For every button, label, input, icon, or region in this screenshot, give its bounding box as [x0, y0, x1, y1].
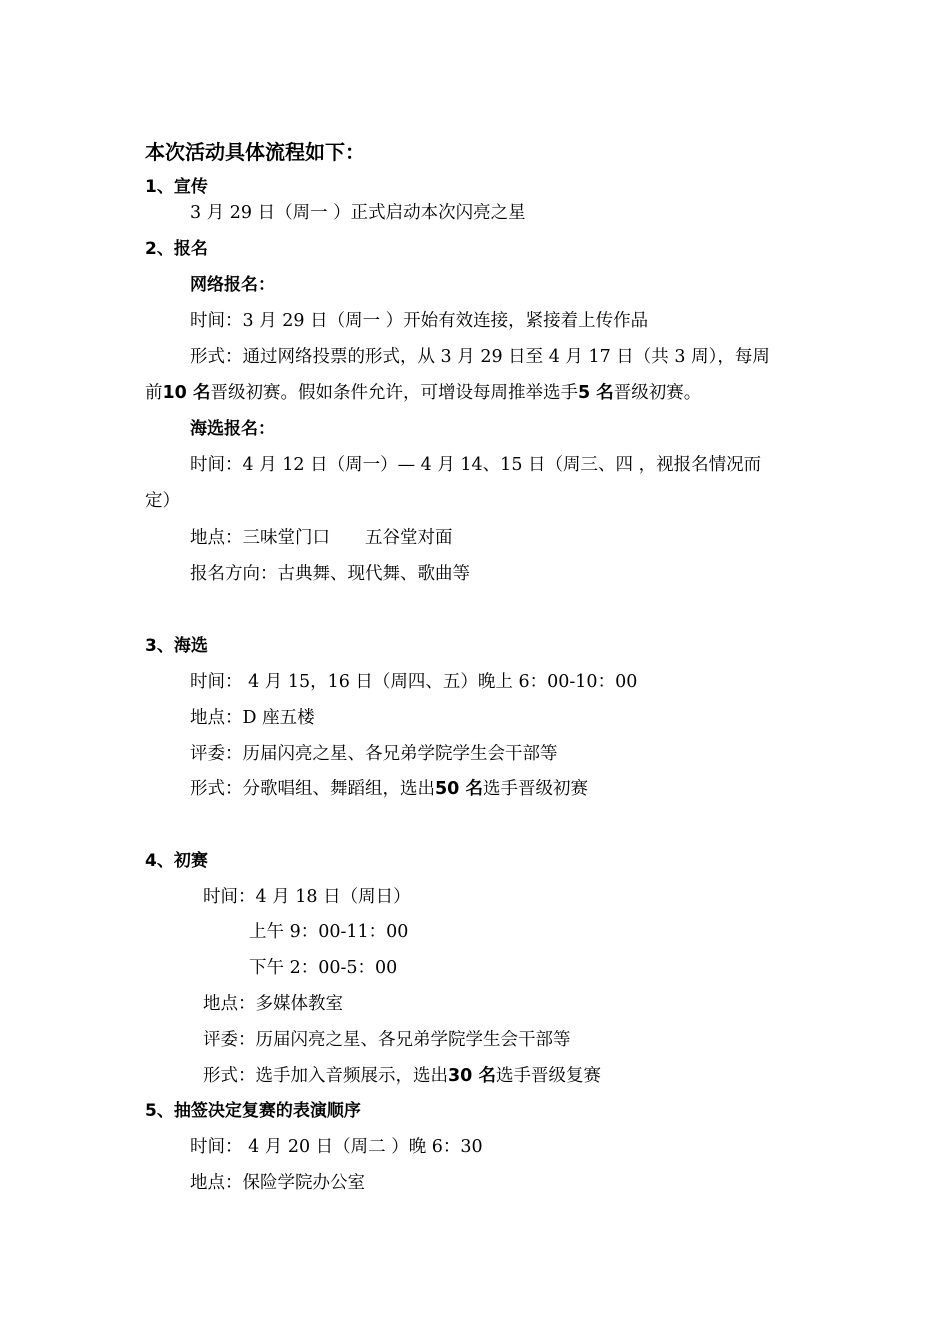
online-registration-heading: 网络报名： — [190, 275, 275, 295]
section-3-form — [190, 777, 588, 801]
section-2-heading: 2、报名 — [145, 239, 208, 259]
online-registration-form-line1: 形式：通过网络投票的形式，从 3 月 29 日至 4 月 17 日（共 3 周），每周 — [190, 347, 770, 367]
text-fragment: 晋级初赛。 — [613, 383, 702, 403]
audition-registration-place: 地点：三味堂门口 五谷堂对面 — [190, 528, 453, 548]
section-4-morning: 上午 9：00-11：00 — [249, 922, 409, 942]
highlight-number: 30 名 — [448, 1066, 496, 1086]
page-title: 本次活动具体流程如下： — [145, 140, 365, 164]
text-fragment: 晋级初赛。假如条件允许，可增设每周推举选手 — [210, 383, 578, 403]
section-4-time: 时间：4 月 18 日（周日） — [203, 887, 411, 907]
section-4-heading: 4、初赛 — [145, 851, 208, 871]
section-1-text: 3 月 29 日（周一 ）正式启动本次闪亮之星 — [190, 203, 526, 223]
section-1-heading: 1、宣传 — [145, 177, 208, 197]
section-4-judges: 评委：历届闪亮之星、各兄弟学院学生会干部等 — [203, 1030, 571, 1050]
audition-registration-time-line1: 时间：4 月 12 日（周一）— 4 月 14、15 日（周三、四 ，视报名情况而 — [190, 455, 762, 475]
section-3-time: 时间： 4 月 15，16 日（周四、五）晚上 6：00-10：00 — [190, 672, 638, 692]
section-5-place: 地点：保险学院办公室 — [190, 1173, 365, 1193]
audition-registration-direction: 报名方向：古典舞、现代舞、歌曲等 — [190, 564, 470, 584]
text-fragment: 选手晋级复赛 — [495, 1066, 601, 1086]
text-fragment: 前 — [145, 383, 163, 403]
text-fragment: 形式：选手加入音频展示，选出 — [203, 1066, 448, 1086]
audition-registration-heading: 海选报名： — [190, 419, 275, 439]
audition-registration-time-line2: 定） — [145, 491, 180, 511]
section-4-form — [203, 1064, 601, 1088]
highlight-number: 10 名 — [162, 383, 211, 403]
online-registration-form-line2 — [145, 381, 701, 405]
section-3-place: 地点：D 座五楼 — [190, 708, 315, 728]
text-fragment: 选手晋级初赛 — [482, 779, 588, 799]
section-5-heading: 5、抽签决定复赛的表演顺序 — [145, 1101, 361, 1121]
section-5-time: 时间： 4 月 20 日（周二 ）晚 6：30 — [190, 1137, 483, 1157]
section-3-judges: 评委：历届闪亮之星、各兄弟学院学生会干部等 — [190, 744, 558, 764]
online-registration-time: 时间：3 月 29 日（周一 ）开始有效连接，紧接着上传作品 — [190, 311, 649, 331]
section-4-place: 地点：多媒体教室 — [203, 994, 343, 1014]
highlight-number: 50 名 — [435, 779, 483, 799]
highlight-number: 5 名 — [577, 383, 614, 403]
section-3-heading: 3、海选 — [145, 636, 208, 656]
section-4-afternoon: 下午 2：00-5：00 — [249, 958, 398, 978]
text-fragment: 形式：分歌唱组、舞蹈组，选出 — [190, 779, 435, 799]
